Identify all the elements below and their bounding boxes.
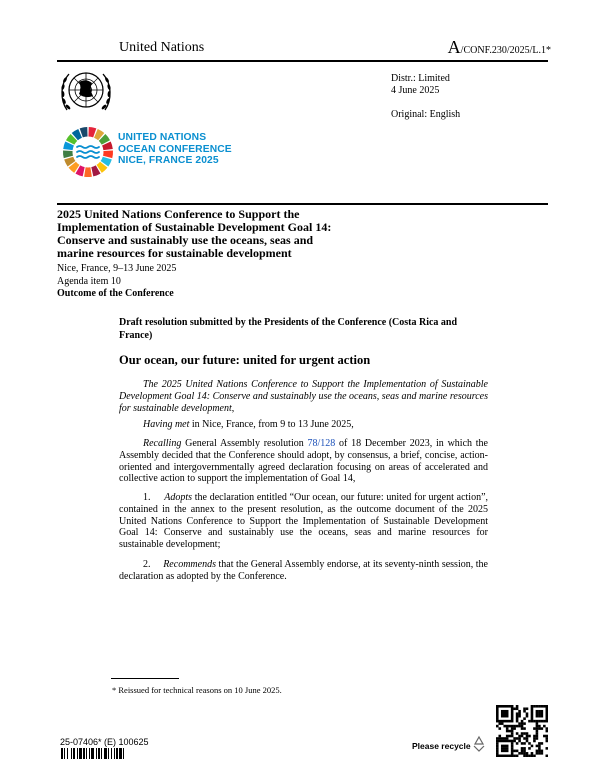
qr-module	[523, 747, 526, 750]
qr-module	[496, 712, 499, 715]
punctuation: ,	[231, 402, 235, 414]
paragraph-text: of 18 December 2023, in which the Assembly decided that the Conference should adopt, by consensus, a brief, concise, action-oriented and intergovernmentally agreed declaration focusing on areas of accelerated and collective action to support the implementation of Goal 14,	[119, 438, 488, 485]
operative-paragraph-1	[119, 492, 488, 551]
qr-module	[523, 707, 526, 710]
qr-module	[508, 730, 511, 733]
qr-module	[536, 727, 539, 730]
qr-module	[528, 735, 531, 738]
barcode-bar	[91, 748, 94, 759]
qr-module	[533, 705, 536, 708]
symbol-prefix: A	[447, 37, 461, 57]
qr-module	[541, 720, 544, 723]
preamble-paragraph-1	[119, 379, 488, 414]
qr-module	[531, 745, 534, 748]
lead-phrase: Recommends	[163, 559, 216, 570]
place-and-dates: Nice, France, 9–13 June 2025	[57, 263, 177, 274]
qr-module	[521, 722, 524, 725]
qr-module	[516, 755, 519, 757]
paragraph-number: 1.	[143, 492, 151, 503]
qr-module	[513, 750, 516, 753]
submission-note: Draft resolution submitted by the Presidents of the Conference (Costa Rica and France)	[119, 317, 458, 341]
qr-module	[496, 750, 499, 753]
paragraph-text: the declaration entitled “Our ocean, our future: united for urgent action”, contained in the annex to the present resolution, as the outcome document of the 2025 United Nations Conference to Support the Implementation of Sustainable Development Goal 14: Conserve and sustainably use the oceans, seas and marine resources for sustainable development;	[119, 492, 489, 551]
document-code: 25-07406* (E) 100625	[60, 737, 149, 747]
qr-module	[518, 712, 521, 715]
qr-module	[541, 712, 544, 715]
qr-module	[521, 742, 524, 745]
qr-module	[503, 712, 506, 715]
qr-module	[513, 737, 516, 740]
qr-module	[503, 747, 506, 750]
agenda-item: Agenda item 10	[57, 276, 121, 287]
resolution-heading: Our ocean, our future: united for urgent action	[119, 353, 371, 367]
barcode-bar	[119, 748, 122, 759]
qr-module	[508, 725, 511, 728]
qr-module	[533, 737, 536, 740]
qr-module	[508, 705, 511, 708]
paragraph-text: General Assembly resolution	[181, 438, 308, 449]
qr-module	[516, 705, 519, 708]
qr-module	[501, 745, 504, 748]
qr-module	[516, 712, 519, 715]
qr-module	[523, 717, 526, 720]
qr-module	[501, 737, 504, 740]
qr-module	[538, 720, 541, 723]
qr-module	[538, 742, 541, 745]
barcode-bar	[114, 748, 115, 759]
qr-module	[506, 735, 509, 738]
qr-module	[546, 737, 548, 740]
conference-logo-line1: UNITED NATIONS	[118, 132, 207, 143]
qr-module	[536, 735, 539, 738]
qr-module	[523, 755, 526, 757]
qr-module	[496, 725, 499, 728]
barcode-bar	[116, 748, 118, 759]
preamble-paragraph-3	[119, 438, 488, 485]
qr-module	[496, 705, 499, 708]
qr-module	[536, 710, 539, 713]
qr-module	[516, 737, 519, 740]
title-line: marine resources for sustainable development	[57, 246, 292, 260]
qr-module	[506, 705, 509, 708]
document-symbol	[448, 37, 551, 58]
qr-module	[543, 720, 546, 723]
qr-module	[508, 735, 511, 738]
qr-module	[516, 732, 519, 735]
qr-module	[523, 752, 526, 755]
qr-module	[523, 742, 526, 745]
barcode-bar	[77, 748, 78, 759]
qr-module	[526, 735, 529, 738]
qr-module	[533, 735, 536, 738]
qr-module	[516, 717, 519, 720]
qr-module	[503, 737, 506, 740]
qr-module	[526, 752, 529, 755]
qr-module	[538, 715, 541, 718]
qr-module	[536, 712, 539, 715]
qr-module	[506, 755, 509, 757]
barcode-bar	[79, 748, 82, 759]
title-line: Conserve and sustainably use the oceans, seas and	[57, 233, 314, 247]
qr-module	[506, 740, 509, 743]
qr-module	[546, 740, 548, 743]
qr-module	[523, 732, 526, 735]
qr-module	[546, 715, 548, 718]
qr-module	[521, 735, 524, 738]
qr-module	[543, 705, 546, 708]
conference-title	[57, 208, 357, 260]
sdg-wheel-segment	[84, 167, 92, 177]
qr-module	[496, 720, 499, 723]
qr-module	[513, 727, 516, 730]
qr-module	[516, 715, 519, 718]
qr-module	[533, 727, 536, 730]
qr-module	[518, 725, 521, 728]
paragraph-text: that the General Assembly endorse, at its seventy-ninth session, the declaration as adopted by the Conference.	[119, 559, 488, 582]
qr-module	[531, 715, 534, 718]
qr-module	[501, 722, 504, 725]
qr-module	[536, 730, 539, 733]
qr-module	[503, 710, 506, 713]
qr-module	[523, 737, 526, 740]
qr-module	[541, 752, 544, 755]
qr-module	[496, 717, 499, 720]
qr-module	[516, 707, 519, 710]
qr-module	[531, 717, 534, 720]
qr-module	[496, 745, 499, 748]
qr-module	[506, 745, 509, 748]
barcode-bar	[73, 748, 75, 759]
qr-module	[508, 720, 511, 723]
qr-module	[506, 730, 509, 733]
sdg-wheel-logo	[62, 126, 114, 178]
barcode-bar	[123, 748, 124, 759]
qr-module	[536, 732, 539, 735]
qr-module	[511, 742, 514, 745]
un-emblem-logo	[57, 66, 115, 116]
conference-name-italic: The 2025 United Nations Conference to Support the Implementation of Sustainable Development Goal 14: Conserve and sustainably use the oceans, seas and marine resources for sustainable development	[119, 379, 488, 414]
qr-module	[498, 735, 501, 738]
qr-module	[501, 710, 504, 713]
qr-module	[503, 705, 506, 708]
qr-module	[523, 750, 526, 753]
qr-module	[546, 747, 548, 750]
barcode-bar	[86, 748, 87, 759]
conference-logo-line2: OCEAN CONFERENCE	[118, 143, 232, 155]
paragraph-number: 2.	[143, 559, 151, 570]
qr-module	[516, 750, 519, 753]
title-line: 2025 United Nations Conference to Support the	[57, 207, 300, 221]
organization-name: United Nations	[119, 40, 205, 55]
recycle-label: Please recycle	[412, 741, 471, 751]
qr-module	[521, 725, 524, 728]
qr-module	[506, 712, 509, 715]
qr-module	[496, 742, 499, 745]
qr-module	[546, 730, 548, 733]
qr-module	[521, 750, 524, 753]
qr-module	[501, 740, 504, 743]
qr-module	[541, 710, 544, 713]
qr-module	[538, 725, 541, 728]
qr-module	[511, 740, 514, 743]
qr-module	[523, 722, 526, 725]
qr-module	[536, 745, 539, 748]
qr-module	[526, 707, 529, 710]
qr-module	[508, 740, 511, 743]
qr-module	[498, 737, 501, 740]
barcode-bar	[89, 748, 90, 759]
qr-module	[518, 737, 521, 740]
qr-module	[506, 725, 509, 728]
qr-module	[501, 715, 504, 718]
qr-module	[546, 727, 548, 730]
qr-module	[503, 755, 506, 757]
barcode-bar	[96, 748, 97, 759]
qr-module	[496, 740, 499, 743]
qr-module	[516, 720, 519, 723]
barcode-bar	[104, 748, 107, 759]
qr-module	[503, 720, 506, 723]
qr-module	[511, 730, 514, 733]
qr-module	[541, 705, 544, 708]
qr-module	[511, 755, 514, 757]
qr-module	[518, 710, 521, 713]
barcode-bar	[64, 748, 65, 759]
qr-module	[518, 740, 521, 743]
qr-module	[521, 720, 524, 723]
qr-module	[518, 722, 521, 725]
qr-module	[531, 712, 534, 715]
title-rule	[57, 203, 548, 205]
qr-module	[546, 717, 548, 720]
qr-module	[511, 750, 514, 753]
qr-module	[531, 707, 534, 710]
distribution: Distr.: Limited	[391, 73, 450, 84]
operative-paragraph-2	[119, 559, 488, 583]
qr-module	[511, 715, 514, 718]
conference-logo-line3: NICE, FRANCE 2025	[118, 155, 219, 166]
qr-module	[518, 715, 521, 718]
qr-module	[503, 750, 506, 753]
qr-module	[511, 735, 514, 738]
qr-module	[536, 737, 539, 740]
footnote: * Reissued for technical reasons on 10 June 2025.	[112, 685, 282, 695]
qr-module	[538, 705, 541, 708]
qr-module	[536, 715, 539, 718]
qr-module	[538, 745, 541, 748]
qr-module	[523, 727, 526, 730]
qr-module	[496, 752, 499, 755]
resolution-link[interactable]: 78/128	[307, 438, 336, 449]
qr-module	[503, 715, 506, 718]
qr-module	[528, 755, 531, 757]
qr-module	[508, 755, 511, 757]
qr-module	[501, 712, 504, 715]
issue-date: 4 June 2025	[391, 85, 440, 96]
header-rule	[57, 60, 548, 62]
qr-module	[506, 747, 509, 750]
qr-module	[528, 747, 531, 750]
qr-module	[511, 752, 514, 755]
qr-module	[536, 722, 539, 725]
qr-module	[526, 732, 529, 735]
outcome-label: Outcome of the Conference	[57, 288, 174, 299]
qr-module	[538, 747, 541, 750]
qr-module	[518, 752, 521, 755]
sdg-wheel-segment	[63, 150, 73, 158]
qr-module	[496, 710, 499, 713]
qr-module	[513, 755, 516, 757]
qr-module	[506, 710, 509, 713]
qr-module	[496, 707, 499, 710]
qr-module	[518, 735, 521, 738]
qr-module	[496, 747, 499, 750]
qr-module	[503, 725, 506, 728]
barcode-bar	[111, 748, 112, 759]
qr-module	[511, 747, 514, 750]
qr-module	[511, 720, 514, 723]
barcode-image	[61, 748, 151, 759]
qr-module	[526, 737, 529, 740]
qr-module	[526, 755, 529, 757]
title-line: Implementation of Sustainable Development Goal 14:	[57, 220, 332, 234]
qr-module	[541, 715, 544, 718]
qr-module	[541, 750, 544, 753]
qr-module	[531, 710, 534, 713]
qr-module	[498, 755, 501, 757]
barcode-bar	[98, 748, 100, 759]
sdg-wheel-segment	[103, 150, 113, 158]
qr-module	[498, 722, 501, 725]
qr-module	[536, 750, 539, 753]
qr-module	[501, 755, 504, 757]
recycle-icon	[470, 735, 488, 753]
qr-module	[506, 720, 509, 723]
qr-module	[511, 705, 514, 708]
qr-module	[541, 742, 544, 745]
qr-code-image	[496, 705, 548, 757]
qr-module	[531, 752, 534, 755]
qr-module	[538, 710, 541, 713]
qr-module	[533, 755, 536, 757]
qr-module	[546, 735, 548, 738]
qr-module	[496, 755, 499, 757]
qr-module	[521, 747, 524, 750]
lead-phrase: Recalling	[143, 438, 182, 449]
qr-module	[526, 715, 529, 718]
qr-module	[516, 742, 519, 745]
footnote-rule	[111, 678, 179, 679]
qr-module	[498, 727, 501, 730]
preamble-paragraph-2	[119, 419, 488, 431]
qr-module	[538, 750, 541, 753]
barcode-bar	[101, 748, 102, 759]
qr-module	[498, 740, 501, 743]
qr-module	[521, 752, 524, 755]
qr-module	[546, 710, 548, 713]
qr-module	[541, 727, 544, 730]
original-language: Original: English	[391, 109, 461, 120]
qr-module	[536, 705, 539, 708]
qr-module	[511, 725, 514, 728]
qr-module	[546, 705, 548, 708]
symbol-rest: /CONF.230/2025/L.1*	[460, 45, 551, 56]
qr-module	[511, 712, 514, 715]
qr-module	[496, 737, 499, 740]
qr-module	[503, 740, 506, 743]
qr-module	[526, 712, 529, 715]
qr-module	[536, 752, 539, 755]
qr-module	[536, 720, 539, 723]
qr-module	[543, 725, 546, 728]
qr-module	[511, 707, 514, 710]
barcode-bar	[71, 748, 72, 759]
qr-module	[506, 715, 509, 718]
qr-module	[506, 750, 509, 753]
qr-module	[546, 720, 548, 723]
qr-module	[538, 712, 541, 715]
barcode-bar	[108, 748, 109, 759]
qr-module	[531, 755, 534, 757]
qr-module	[523, 710, 526, 713]
qr-module	[513, 725, 516, 728]
qr-module	[526, 740, 529, 743]
barcode-bar	[67, 748, 68, 759]
qr-module	[498, 720, 501, 723]
qr-module	[511, 710, 514, 713]
qr-module	[538, 727, 541, 730]
qr-module	[546, 712, 548, 715]
qr-module	[501, 720, 504, 723]
lead-phrase: Adopts	[164, 492, 193, 503]
barcode-bar	[61, 748, 63, 759]
qr-module	[528, 742, 531, 745]
qr-module	[516, 725, 519, 728]
qr-module	[533, 720, 536, 723]
qr-module	[511, 745, 514, 748]
qr-module	[503, 745, 506, 748]
paragraph-text: in Nice, France, from 9 to 13 June 2025,	[189, 419, 354, 430]
qr-module	[501, 705, 504, 708]
qr-module	[531, 705, 534, 708]
qr-module	[501, 750, 504, 753]
qr-module	[543, 735, 546, 738]
qr-module	[511, 717, 514, 720]
qr-module	[538, 752, 541, 755]
qr-module	[536, 725, 539, 728]
qr-module	[498, 705, 501, 708]
qr-module	[531, 720, 534, 723]
qr-module	[546, 707, 548, 710]
qr-module	[513, 740, 516, 743]
qr-module	[496, 715, 499, 718]
qr-module	[511, 732, 514, 735]
qr-module	[533, 740, 536, 743]
qr-module	[521, 732, 524, 735]
barcode-bar	[83, 748, 85, 759]
qr-module	[506, 737, 509, 740]
lead-phrase: Having met	[143, 419, 190, 430]
qr-module	[521, 727, 524, 730]
qr-module	[513, 707, 516, 710]
qr-module	[506, 727, 509, 730]
qr-module	[528, 720, 531, 723]
qr-module	[546, 755, 548, 757]
qr-module	[501, 747, 504, 750]
qr-module	[511, 727, 514, 730]
conference-logo-text	[118, 132, 232, 167]
